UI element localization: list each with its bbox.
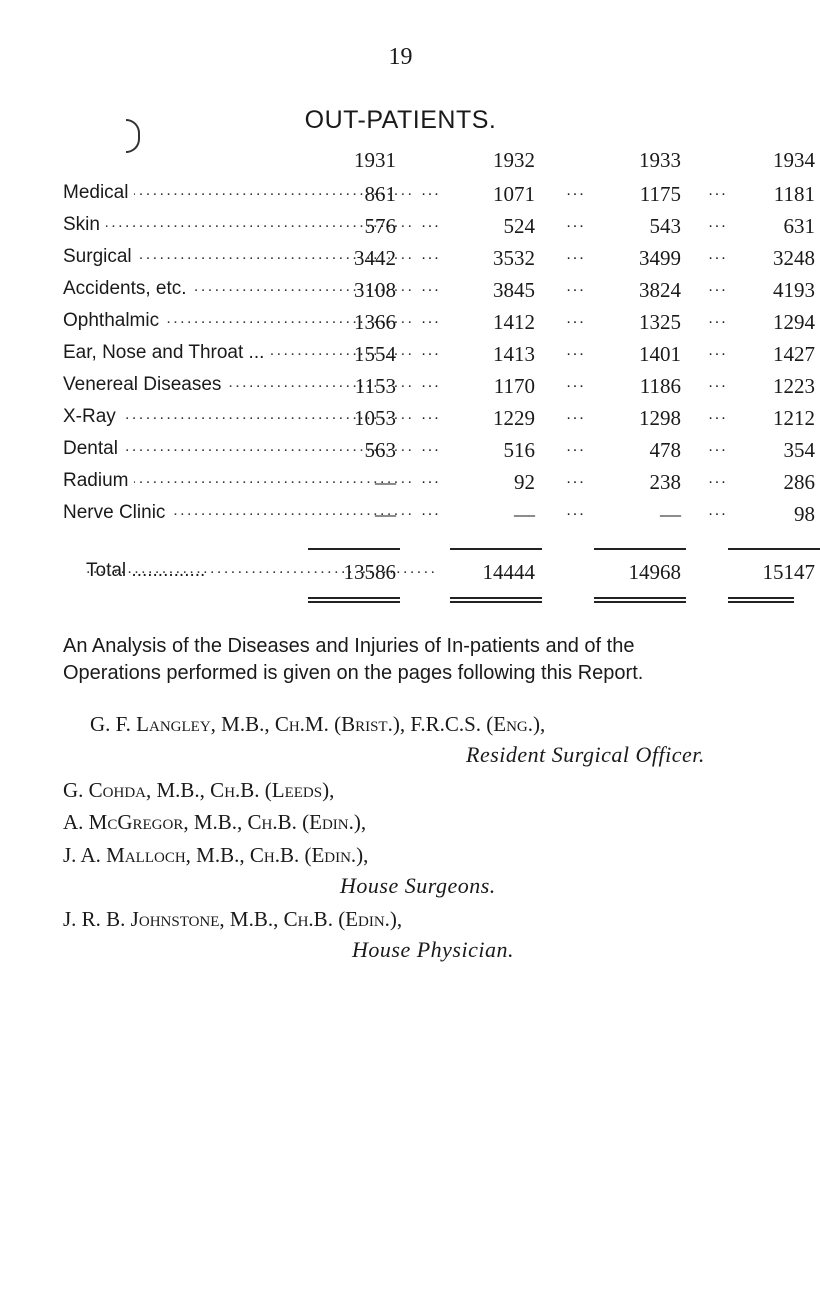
cell: — [375, 502, 396, 526]
cell: 1053 [354, 406, 396, 430]
double-rule [450, 601, 542, 603]
total-rule [308, 548, 400, 550]
leader-dots: ... [708, 502, 728, 519]
table-row [0, 342, 815, 372]
cell: 98 [794, 502, 815, 526]
cell: 1412 [493, 310, 535, 334]
cell: 1229 [493, 406, 535, 430]
cell: 1223 [773, 374, 815, 398]
leader-dots: ... [708, 374, 728, 391]
cell: 238 [649, 470, 681, 494]
total-row [0, 560, 815, 590]
double-rule [308, 597, 400, 599]
cell: 1181 [773, 182, 815, 206]
analysis-paragraph: An Analysis of the Diseases and Injuries of In-patients and of the Operations performed is given on the pages following this Report. [63, 635, 644, 684]
leader-dots: ... [708, 182, 728, 199]
cell: 3248 [773, 246, 815, 270]
table-row [0, 406, 815, 436]
row-label: Ear, Nose and Throat ... [63, 342, 270, 363]
total-cell: 15147 [762, 560, 815, 584]
cell: 286 [783, 470, 815, 494]
row-label: Ophthalmic [63, 310, 165, 331]
col-header-1932: 1932 [493, 148, 535, 172]
cell: 516 [503, 438, 535, 462]
leader-dots: ... [421, 470, 441, 487]
leader-dots: ... [566, 502, 586, 519]
page-title: OUT-PATIENTS. [304, 106, 497, 134]
cell: 92 [514, 470, 535, 494]
leader-dots: ... [421, 502, 441, 519]
cell: 1153 [354, 374, 396, 398]
table-row [0, 182, 815, 212]
table-row [0, 278, 815, 308]
cell: 4193 [773, 278, 815, 302]
leader-dots: ... [566, 374, 586, 391]
col-header-1931: 1931 [354, 148, 396, 172]
signature-cohda: G. Cohda, M.B., Ch.B. (Leeds), [63, 778, 335, 802]
leader-dots: ... [708, 214, 728, 231]
role-house-physician: House Physician. [352, 937, 514, 962]
leader-dots: ... [421, 182, 441, 199]
cell: 1298 [639, 406, 681, 430]
leader-dots: ... [708, 438, 728, 455]
cell: 3108 [354, 278, 396, 302]
leader-dots: ... [708, 278, 728, 295]
cell: 3499 [639, 246, 681, 270]
row-label: Venereal Diseases [63, 374, 227, 395]
row-label: Surgical [63, 246, 138, 267]
cell: 354 [783, 438, 815, 462]
double-rule [728, 597, 794, 599]
total-cell: 14968 [628, 560, 681, 584]
cell: 576 [364, 214, 396, 238]
cell: 478 [649, 438, 681, 462]
leader-dots: ... [421, 406, 441, 423]
cell: 3824 [639, 278, 681, 302]
leader-dots: ... [421, 438, 441, 455]
leader-dots: ... [566, 214, 586, 231]
row-label: Medical [63, 182, 134, 203]
cell: 1175 [639, 182, 681, 206]
cell: 1554 [354, 342, 396, 366]
cell: — [660, 502, 681, 526]
total-rule [594, 548, 686, 550]
leader-dots: ... [708, 246, 728, 263]
role-house-surgeons: House Surgeons. [340, 873, 496, 898]
leader-dots: ... [421, 342, 441, 359]
double-rule [594, 597, 686, 599]
leader-dots: ... [566, 310, 586, 327]
signature-johnstone: J. R. B. Johnstone, M.B., Ch.B. (Edin.), [63, 907, 403, 931]
leader-dots: ... [566, 470, 586, 487]
cell: 524 [503, 214, 535, 238]
cell: 1170 [493, 374, 535, 398]
row-label: Dental [63, 438, 124, 459]
signature-langley: G. F. Langley, M.B., Ch.M. (Brist.), F.R.C.S. (Eng.), [90, 712, 546, 736]
table-row [0, 310, 815, 340]
double-rule [308, 601, 400, 603]
leader-dots: ... [566, 342, 586, 359]
cell: 1294 [773, 310, 815, 334]
cell: — [514, 502, 535, 526]
cell: 1413 [493, 342, 535, 366]
total-cell: 13586 [343, 560, 396, 584]
table-row [0, 374, 815, 404]
leader-dots: ... [421, 310, 441, 327]
cell: 1325 [639, 310, 681, 334]
table-row [0, 246, 815, 276]
double-rule [450, 597, 542, 599]
header-row [0, 148, 815, 178]
cell: 1427 [773, 342, 815, 366]
col-header-1934: 1934 [773, 148, 815, 172]
signature-mcgregor: A. McGregor, M.B., Ch.B. (Edin.), [63, 810, 367, 834]
row-label: Accidents, etc. [63, 278, 193, 299]
total-rule [450, 548, 542, 550]
leader-dots: ... [566, 438, 586, 455]
leader-dots: ... [708, 406, 728, 423]
cell: 3532 [493, 246, 535, 270]
leader-dots: ... [708, 310, 728, 327]
row-label: Nerve Clinic [63, 502, 171, 523]
signature-malloch: J. A. Malloch, M.B., Ch.B. (Edin.), [63, 843, 369, 867]
cell: 631 [783, 214, 815, 238]
row-label: X-Ray [63, 406, 122, 427]
cell: 861 [364, 182, 396, 206]
leader-dots: ... [566, 246, 586, 263]
cell: 3442 [354, 246, 396, 270]
cell: 563 [364, 438, 396, 462]
total-rule [728, 548, 820, 550]
leader-dots: ... [566, 406, 586, 423]
leader-dots: ... [421, 278, 441, 295]
role-resident-surgical-officer: Resident Surgical Officer. [466, 742, 705, 767]
leader-dots: ... [421, 214, 441, 231]
double-rule [728, 601, 794, 603]
cell: — [375, 470, 396, 494]
leader-dots: ... [566, 278, 586, 295]
leader-dots: ... [421, 246, 441, 263]
table-row [0, 214, 815, 244]
leader-dots: ... [708, 470, 728, 487]
cell: 1366 [354, 310, 396, 334]
cell: 1071 [493, 182, 535, 206]
cell: 543 [649, 214, 681, 238]
leader-dots: ... [708, 342, 728, 359]
row-label: Skin [63, 214, 106, 235]
table-row [0, 438, 815, 468]
leader-dots: ... [421, 374, 441, 391]
cell: 1212 [773, 406, 815, 430]
total-label: Total .............. . . . [86, 560, 326, 582]
cell: 1186 [639, 374, 681, 398]
cell: 1401 [639, 342, 681, 366]
cell: 3845 [493, 278, 535, 302]
page-number: 19 [388, 44, 413, 70]
total-cell: 14444 [482, 560, 535, 584]
leader-dots: ... [566, 182, 586, 199]
row-label: Radium [63, 470, 134, 491]
col-header-1933: 1933 [639, 148, 681, 172]
table-row [0, 470, 815, 500]
table-row [0, 502, 815, 532]
double-rule [594, 601, 686, 603]
